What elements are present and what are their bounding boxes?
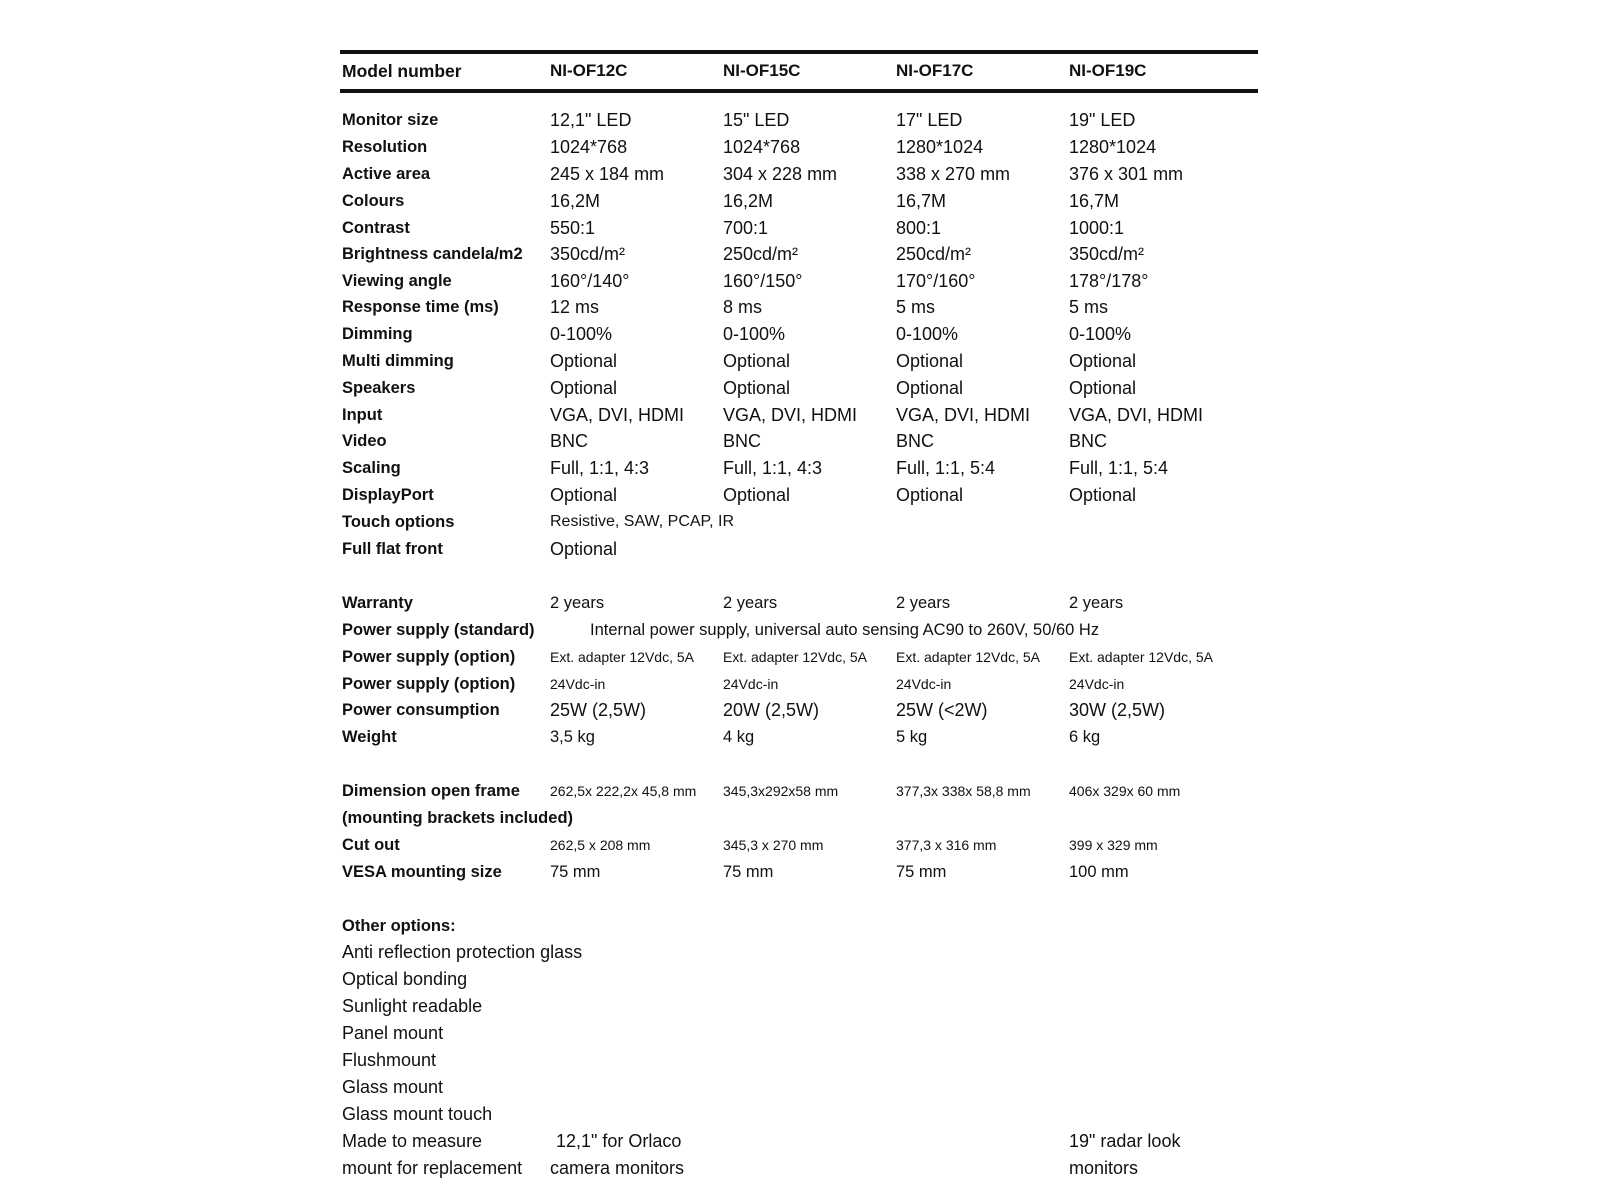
made-to-measure-row [0, 1128, 1600, 1154]
spec-label: Power supply (option) [342, 648, 516, 666]
header-top-rule [340, 50, 1258, 54]
spec-value: Full, 1:1, 4:3 [723, 458, 823, 478]
spec-value: Full, 1:1, 5:4 [896, 458, 996, 478]
spec-row-power-supply-standard [0, 617, 1600, 643]
model-name: NI-OF17C [896, 61, 974, 80]
spec-label: Full flat front [342, 540, 443, 558]
spec-label: Power supply (option) [342, 675, 516, 693]
spec-value: 178°/178° [1069, 271, 1149, 291]
spec-value: Ext. adapter 12Vdc, 5A [1069, 649, 1213, 665]
other-option-label: Optical bonding [342, 969, 468, 989]
spec-label: Weight [342, 728, 397, 746]
spec-value: 100 mm [1069, 863, 1129, 881]
spec-row-monitor-size [0, 107, 1600, 133]
spec-label: Touch options [342, 513, 455, 531]
spec-value: BNC [1069, 431, 1108, 451]
spec-row-open-frame-note [0, 805, 1600, 831]
spec-value: VGA, DVI, HDMI [896, 405, 1031, 425]
spec-value: Resistive, SAW, PCAP, IR [550, 513, 735, 530]
spec-value: 0-100% [550, 324, 613, 344]
made-to-measure-col4: 19" radar look [1069, 1131, 1181, 1151]
spec-label: Brightness candela/m2 [342, 245, 523, 263]
spec-value: Optional [723, 378, 791, 398]
spec-value: 0-100% [723, 324, 786, 344]
model-name: NI-OF12C [550, 61, 628, 80]
spec-value: 0-100% [1069, 324, 1132, 344]
spec-value: 16,2M [723, 191, 774, 211]
made-to-measure-label: Made to measure [342, 1131, 483, 1151]
other-option-label: Anti reflection protection glass [342, 942, 583, 962]
spec-value: 15" LED [723, 110, 790, 130]
spec-value: 350cd/m² [1069, 244, 1145, 264]
spec-label: Cut out [342, 836, 400, 854]
spec-row-resolution [0, 134, 1600, 160]
spec-value: 377,3 x 316 mm [896, 837, 997, 853]
spec-value: 3,5 kg [550, 728, 595, 746]
spec-value: 24Vdc-in [723, 676, 779, 692]
other-options-title: Other options: [342, 917, 456, 935]
header-row [0, 58, 1600, 84]
spec-value: Ext. adapter 12Vdc, 5A [550, 649, 694, 665]
spec-value: 16,2M [550, 191, 601, 211]
spec-value: 338 x 270 mm [896, 164, 1011, 184]
spec-value: 24Vdc-in [550, 676, 606, 692]
spec-value: 30W (2,5W) [1069, 700, 1166, 720]
spec-row-dimension-open-frame [0, 778, 1600, 804]
spec-value: Full, 1:1, 5:4 [1069, 458, 1169, 478]
spec-label: Power consumption [342, 701, 500, 719]
other-option-item [0, 1047, 1600, 1073]
spec-value: BNC [550, 431, 589, 451]
made-to-measure-row [0, 1155, 1600, 1181]
spec-value: 12,1" LED [550, 110, 632, 130]
spec-value: 399 x 329 mm [1069, 837, 1158, 853]
spec-value: 2 years [550, 594, 605, 612]
spec-value: 19" LED [1069, 110, 1136, 130]
spec-value: 2 years [896, 594, 951, 612]
spec-label: Active area [342, 165, 431, 183]
spec-value: 2 years [723, 594, 778, 612]
spec-value: 245 x 184 mm [550, 164, 665, 184]
spec-value: 304 x 228 mm [723, 164, 838, 184]
spec-label: Colours [342, 192, 405, 210]
spec-row-displayport [0, 482, 1600, 508]
spec-value: 160°/140° [550, 271, 630, 291]
spec-value: 5 ms [1069, 297, 1109, 317]
spec-value: VGA, DVI, HDMI [1069, 405, 1204, 425]
spec-value: 1024*768 [550, 137, 628, 157]
spec-row-scaling [0, 455, 1600, 481]
other-option-label: Sunlight readable [342, 996, 483, 1016]
spec-value: Ext. adapter 12Vdc, 5A [896, 649, 1040, 665]
spec-value: 0-100% [896, 324, 959, 344]
other-option-label: Glass mount touch [342, 1104, 493, 1124]
spec-value: Optional [896, 485, 964, 505]
spec-value: 262,5x 222,2x 45,8 mm [550, 783, 697, 799]
made-to-measure-col1: 12,1" for Orlaco [556, 1131, 682, 1151]
spec-value: Optional [550, 539, 618, 559]
spec-value: 550:1 [550, 218, 596, 238]
spec-value: 250cd/m² [723, 244, 799, 264]
spec-label: VESA mounting size [342, 863, 502, 881]
spec-value: 24Vdc-in [1069, 676, 1125, 692]
spec-value: 1000:1 [1069, 218, 1125, 238]
spec-label-note: (mounting brackets included) [342, 809, 574, 827]
spec-value: Optional [896, 351, 964, 371]
spec-label: Dimension open frame [342, 782, 520, 800]
spec-row-touch-options [0, 509, 1600, 535]
spec-value: 1280*1024 [1069, 137, 1157, 157]
spec-value: 2 years [1069, 594, 1124, 612]
spec-row-input [0, 402, 1600, 428]
spec-value: Optional [723, 351, 791, 371]
spec-value: 376 x 301 mm [1069, 164, 1184, 184]
spec-value: 1024*768 [723, 137, 801, 157]
spec-value: 8 ms [723, 297, 763, 317]
spec-value: 25W (2,5W) [550, 700, 647, 720]
spec-value: 4 kg [723, 728, 755, 746]
spec-value: Optional [723, 485, 791, 505]
spec-row-vesa-mounting-size [0, 859, 1600, 885]
spec-label: Dimming [342, 325, 413, 343]
spec-label: DisplayPort [342, 486, 434, 504]
other-option-item [0, 993, 1600, 1019]
spec-row-video [0, 428, 1600, 454]
spec-value: 250cd/m² [896, 244, 972, 264]
spec-value: 5 ms [896, 297, 936, 317]
spec-label: Scaling [342, 459, 401, 477]
spec-label: Viewing angle [342, 272, 452, 290]
spec-label: Multi dimming [342, 352, 454, 370]
spec-value: 16,7M [1069, 191, 1120, 211]
spec-row-full-flat-front [0, 536, 1600, 562]
header-label: Model number [342, 61, 462, 81]
spec-value: 160°/150° [723, 271, 803, 291]
spec-value: Optional [550, 485, 618, 505]
spec-value: Ext. adapter 12Vdc, 5A [723, 649, 867, 665]
spec-value: Full, 1:1, 4:3 [550, 458, 650, 478]
spec-value: 25W (<2W) [896, 700, 988, 720]
spec-label: Power supply (standard) [342, 621, 535, 639]
spec-value: Optional [1069, 351, 1137, 371]
spec-row-viewing-angle [0, 268, 1600, 294]
spec-label: Video [342, 432, 387, 450]
spec-value: 345,3 x 270 mm [723, 837, 824, 853]
spec-value: 1280*1024 [896, 137, 984, 157]
other-option-label: Flushmount [342, 1050, 437, 1070]
other-option-item [0, 1101, 1600, 1127]
spec-value: 12 ms [550, 297, 600, 317]
spec-row-response-time [0, 294, 1600, 320]
model-name: NI-OF19C [1069, 61, 1147, 80]
spec-value: Optional [550, 378, 618, 398]
spec-value: 17" LED [896, 110, 963, 130]
spec-label: Warranty [342, 594, 413, 612]
other-option-item [0, 1020, 1600, 1046]
spec-value: 700:1 [723, 218, 769, 238]
other-option-item [0, 966, 1600, 992]
spec-row-multi-dimming [0, 348, 1600, 374]
spec-row-warranty [0, 590, 1600, 616]
spec-value: 406x 329x 60 mm [1069, 783, 1181, 799]
spec-value: Optional [1069, 378, 1137, 398]
spec-row-speakers [0, 375, 1600, 401]
spec-label: Speakers [342, 379, 416, 397]
other-option-item [0, 939, 1600, 965]
spec-label: Input [342, 406, 383, 424]
spec-value: 350cd/m² [550, 244, 626, 264]
spec-value: 377,3x 338x 58,8 mm [896, 783, 1031, 799]
spec-row-colours [0, 188, 1600, 214]
spec-value: 75 mm [896, 863, 947, 881]
other-option-label: Glass mount [342, 1077, 444, 1097]
spec-row-brightness [0, 241, 1600, 267]
header-bottom-rule [340, 89, 1258, 93]
spec-value: 800:1 [896, 218, 942, 238]
spec-row-dimming [0, 321, 1600, 347]
made-to-measure-col1: camera monitors [550, 1158, 685, 1178]
spec-value: 75 mm [550, 863, 601, 881]
spec-row-power-supply-option [0, 671, 1600, 697]
spec-value: Optional [1069, 485, 1137, 505]
made-to-measure-label: mount for replacement [342, 1158, 523, 1178]
other-option-label: Panel mount [342, 1023, 444, 1043]
spec-row-active-area [0, 161, 1600, 187]
spec-value: 345,3x292x58 mm [723, 783, 839, 799]
spec-value: 6 kg [1069, 728, 1101, 746]
spec-value: 24Vdc-in [896, 676, 952, 692]
spec-value: 5 kg [896, 728, 928, 746]
spec-label: Contrast [342, 219, 410, 237]
spec-row-contrast [0, 215, 1600, 241]
spec-row-power-supply-option [0, 644, 1600, 670]
spec-value: VGA, DVI, HDMI [723, 405, 858, 425]
spec-value: BNC [896, 431, 935, 451]
model-name: NI-OF15C [723, 61, 801, 80]
made-to-measure-col4: monitors [1069, 1158, 1139, 1178]
spec-row-cut-out [0, 832, 1600, 858]
spec-label: Response time (ms) [342, 298, 499, 316]
spec-value: Internal power supply, universal auto sensing AC90 to 260V, 50/60 Hz [590, 621, 1100, 639]
spec-value: 16,7M [896, 191, 947, 211]
spec-value: 262,5 x 208 mm [550, 837, 651, 853]
spec-value: BNC [723, 431, 762, 451]
spec-label: Resolution [342, 138, 428, 156]
spec-value: Optional [896, 378, 964, 398]
spec-value: 75 mm [723, 863, 774, 881]
spec-row-weight [0, 724, 1600, 750]
other-option-item [0, 1074, 1600, 1100]
spec-value: 170°/160° [896, 271, 976, 291]
spec-value: 20W (2,5W) [723, 700, 820, 720]
spec-label: Monitor size [342, 111, 439, 129]
spec-value: Optional [550, 351, 618, 371]
other-options-title-row [0, 913, 1600, 939]
spec-value: VGA, DVI, HDMI [550, 405, 685, 425]
spec-row-power-consumption [0, 697, 1600, 723]
